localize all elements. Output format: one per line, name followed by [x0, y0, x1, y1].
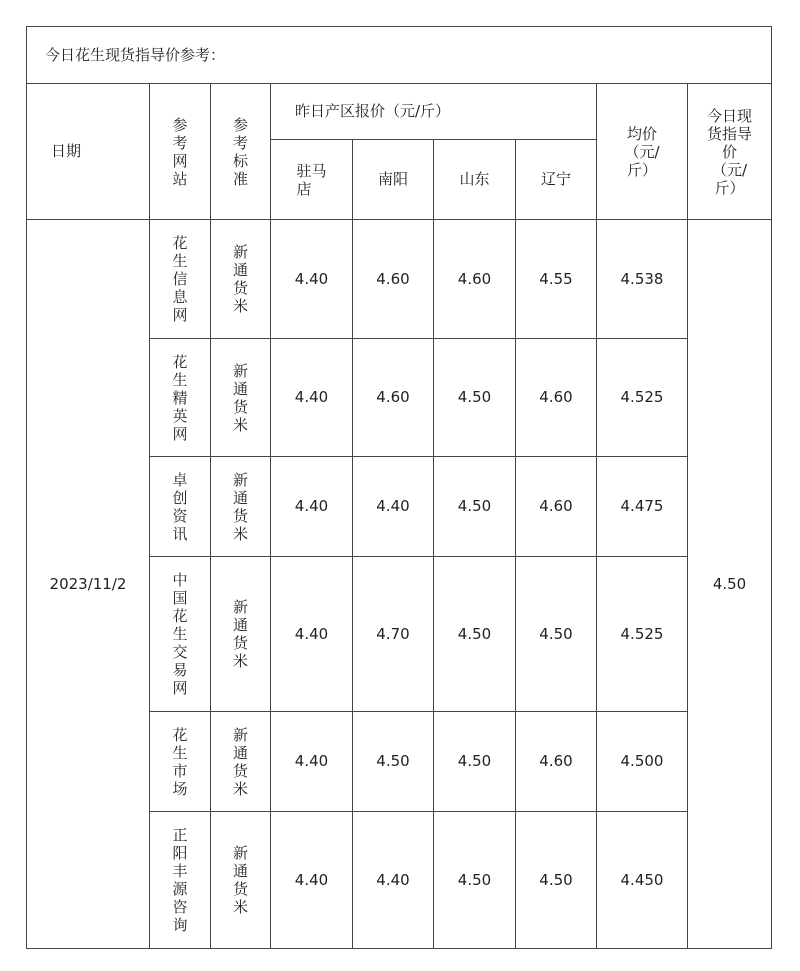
price-cell: 4.50	[434, 339, 516, 457]
price-cell: 4.60	[516, 339, 597, 457]
avg-cell: 4.475	[597, 457, 688, 557]
guide-price-cell: 4.50	[688, 220, 772, 949]
price-cell: 4.40	[271, 812, 353, 949]
site-cell: 花生市场	[150, 712, 211, 812]
avg-cell: 4.525	[597, 339, 688, 457]
price-cell: 4.60	[353, 339, 434, 457]
header-region: 南阳	[353, 140, 434, 220]
header-region: 山东	[434, 140, 516, 220]
price-cell: 4.50	[434, 457, 516, 557]
price-cell: 4.40	[271, 557, 353, 712]
price-cell: 4.50	[516, 557, 597, 712]
price-cell: 4.50	[516, 812, 597, 949]
title-row	[27, 27, 772, 84]
avg-cell: 4.500	[597, 712, 688, 812]
table-title: 今日花生现货指导价参考：	[27, 27, 772, 84]
table-row	[27, 220, 772, 339]
standard-cell: 新通货米	[211, 712, 271, 812]
price-cell: 4.60	[434, 220, 516, 339]
standard-cell: 新通货米	[211, 339, 271, 457]
price-cell: 4.50	[434, 812, 516, 949]
price-table	[26, 26, 772, 949]
price-cell: 4.40	[271, 220, 353, 339]
price-cell: 4.50	[434, 557, 516, 712]
site-cell: 中国花生交易网	[150, 557, 211, 712]
header-guide: 今日现货指导价（元/斤）	[688, 84, 772, 220]
site-cell: 正阳丰源咨询	[150, 812, 211, 949]
avg-cell: 4.450	[597, 812, 688, 949]
price-cell: 4.60	[516, 712, 597, 812]
price-cell: 4.50	[353, 712, 434, 812]
header-avg: 均价（元/斤）	[597, 84, 688, 220]
standard-cell: 新通货米	[211, 557, 271, 712]
header-row-1	[27, 84, 772, 140]
header-region: 驻马店	[271, 140, 353, 220]
avg-cell: 4.525	[597, 557, 688, 712]
price-cell: 4.60	[516, 457, 597, 557]
standard-cell: 新通货米	[211, 220, 271, 339]
header-yesterday-group: 昨日产区报价（元/斤）	[271, 84, 597, 140]
price-cell: 4.55	[516, 220, 597, 339]
date-cell: 2023/11/2	[27, 220, 150, 949]
avg-cell: 4.538	[597, 220, 688, 339]
price-cell: 4.50	[434, 712, 516, 812]
price-cell: 4.40	[271, 712, 353, 812]
site-cell: 花生精英网	[150, 339, 211, 457]
site-cell: 卓创资讯	[150, 457, 211, 557]
header-site: 参考网站	[150, 84, 211, 220]
price-cell: 4.40	[353, 812, 434, 949]
header-region: 辽宁	[516, 140, 597, 220]
standard-cell: 新通货米	[211, 457, 271, 557]
price-cell: 4.70	[353, 557, 434, 712]
price-cell: 4.40	[353, 457, 434, 557]
header-date: 日期	[27, 84, 150, 220]
standard-cell: 新通货米	[211, 812, 271, 949]
site-cell: 花生信息网	[150, 220, 211, 339]
price-cell: 4.40	[271, 457, 353, 557]
header-standard: 参考标准	[211, 84, 271, 220]
price-cell: 4.60	[353, 220, 434, 339]
price-cell: 4.40	[271, 339, 353, 457]
